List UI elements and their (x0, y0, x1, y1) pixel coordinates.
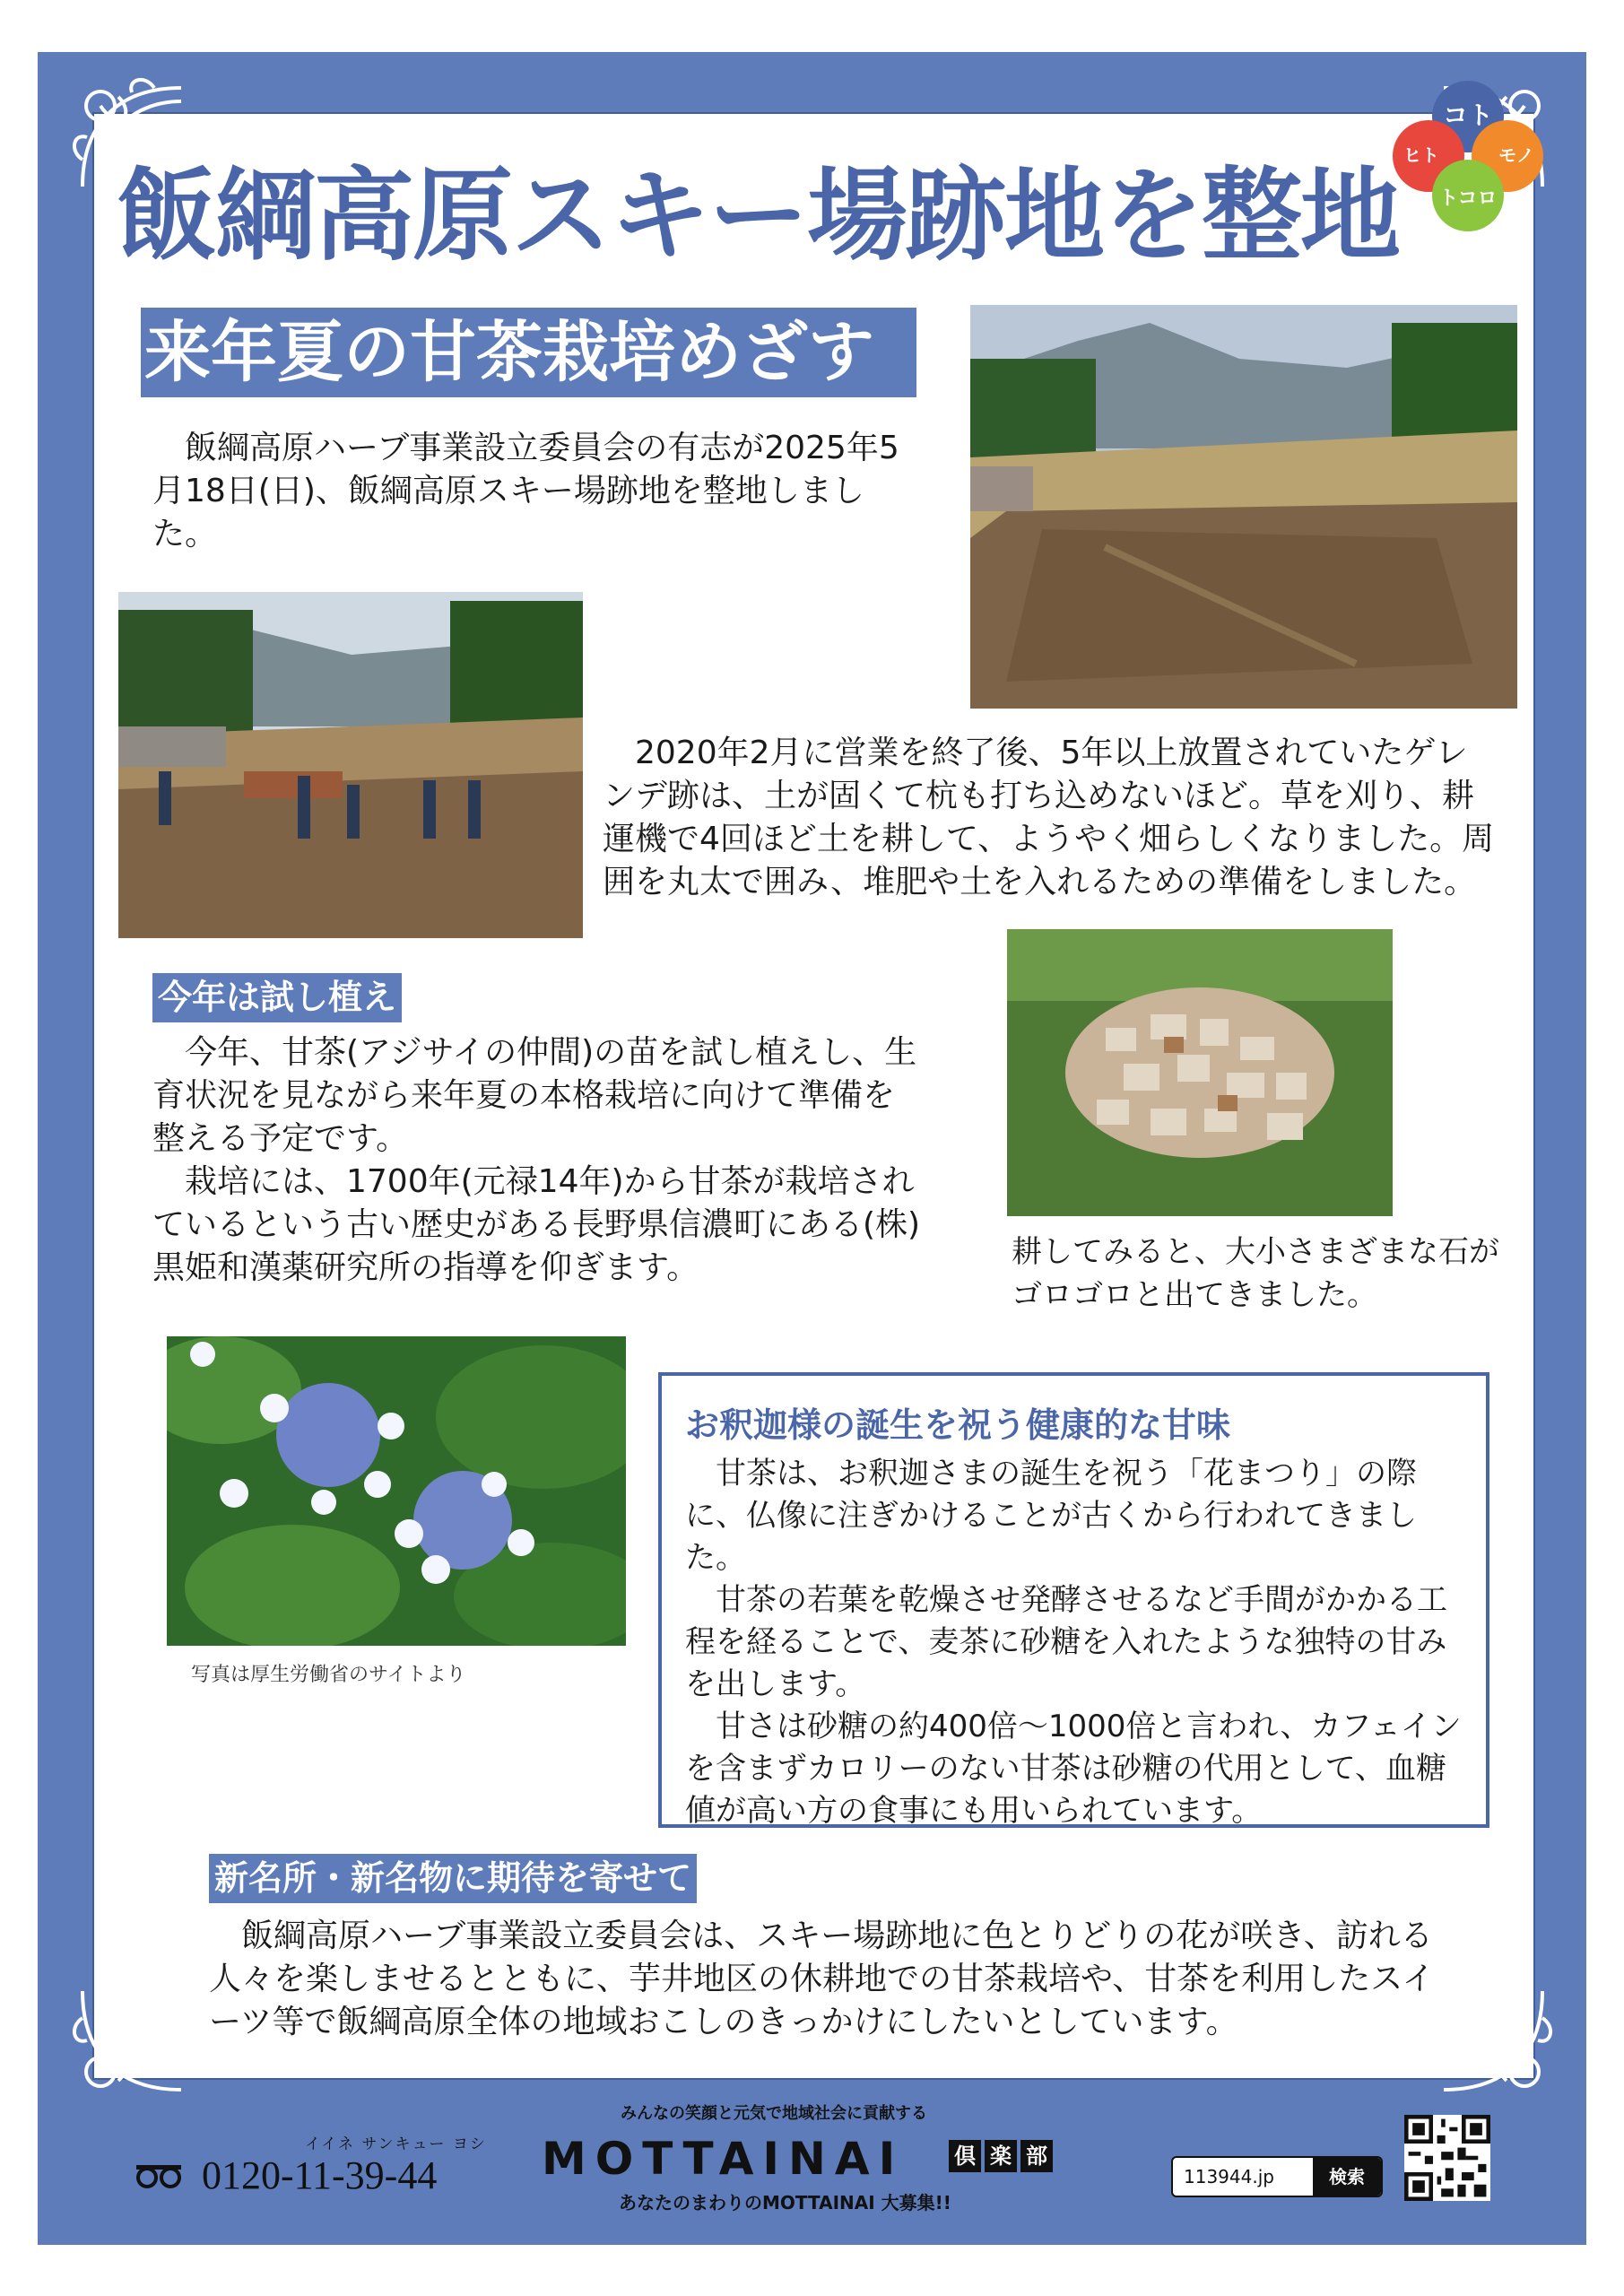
info-box-heading: お釈迦様の誕生を祝う健康的な甘味 (685, 1405, 1231, 1445)
intro-text: 飯綱高原ハーブ事業設立委員会の有志が2025年5月18日(日)、飯綱高原スキー場跡地を整地しました。 (152, 430, 899, 552)
section1-body (152, 1031, 925, 1290)
logo-hito-text: ヒト (1403, 144, 1439, 166)
photo-stones (1007, 929, 1393, 1216)
info-box-p1: 甘茶は、お釈迦さまの誕生を祝う「花まつり」の際に、仏像に注ぎかけることが古くから行われてきました。 (685, 1456, 1417, 1576)
search-box[interactable] (1171, 2156, 1383, 2197)
recruit-text: あなたのまわりのMOTTAINAI 大募集!! (619, 2192, 951, 2213)
logo-tokoro-text: トコロ (1438, 187, 1498, 210)
logo-mono-text: モノ (1498, 144, 1534, 166)
section-heading-trial-planting: 今年は試し植え (152, 973, 402, 1022)
hito-mono-koto-tokoro-logo (1385, 74, 1551, 239)
section1-p2: 栽培には、1700年(元禄14年)から甘茶が栽培されているという古い歴史がある長野県信濃町にある(株)黒姫和漢薬研究所の指導を仰ぎます。 (152, 1163, 921, 1286)
intro-paragraph (152, 427, 906, 556)
amacha-info-box (658, 1372, 1489, 1828)
photo-volunteers (118, 592, 583, 938)
stones-caption: 耕してみると、大小さまざまな石がゴロゴロと出てきました。 (1012, 1234, 1499, 1313)
qr-code-icon[interactable] (1404, 2115, 1490, 2201)
search-button[interactable]: 検索 (1313, 2158, 1381, 2196)
phone-number[interactable]: 0120-11-39-44 (202, 2153, 438, 2197)
photo-field-wide (970, 305, 1517, 709)
photo-amacha-flower (167, 1336, 626, 1646)
club-char-3: 部 (1020, 2140, 1053, 2172)
body-paragraph-1 (603, 732, 1498, 904)
logo-koto-text: コト (1442, 100, 1494, 130)
free-dial-icon (135, 2163, 190, 2190)
subtitle-banner: 来年夏の甘茶栽培めざす (141, 308, 916, 397)
section-heading-new-attractions: 新名所・新名物に期待を寄せて (209, 1854, 697, 1903)
section1-p1: 今年、甘茶(アジサイの仲間)の苗を試し植えし、生育状況を見ながら来年夏の本格栽培に向けて準備を整える予定です。 (152, 1034, 917, 1157)
search-input[interactable]: 113944.jp (1184, 2166, 1274, 2187)
phone-reading: イイネ サンキュー ヨシ (305, 2135, 487, 2153)
club-char-1: 倶 (949, 2140, 981, 2172)
page-title: 飯綱高原スキー場跡地を整地 (117, 158, 1399, 274)
section2-body (209, 1915, 1455, 2044)
info-box-body (685, 1453, 1474, 1832)
club-badge (949, 2140, 1053, 2172)
brand-tagline: みんなの笑顔と元気で地域社会に貢献する (621, 2104, 927, 2123)
mottainai-brand: MOTTAINAI (542, 2133, 905, 2185)
corner-ornament-bottom-left (65, 1973, 199, 2108)
body1-text: 2020年2月に営業を終了後、5年以上放置されていたゲレンデ跡は、土が固くて杭も打ち込めないほど。草を刈り、耕運機で4回ほど土を耕して、ようやく畑らしくなりました。周囲を丸太で囲み、堆肥や土を入れるための準備をしました。 (603, 735, 1495, 900)
info-box-p2: 甘茶の若葉を乾燥させ発酵させるなど手間がかかる工程を経ることで、麦茶に砂糖を入れたような独特の甘みを出します。 (685, 1582, 1447, 1702)
photo-credit: 写真は厚生労働省のサイトより (191, 1664, 466, 1686)
info-box-p3: 甘さは砂糖の約400倍～1000倍と言われ、カフェインを含まずカロリーのない甘茶は砂糖の代用として、血糖値が高い方の食事にも用いられています。 (685, 1709, 1462, 1829)
club-char-2: 楽 (985, 2140, 1017, 2172)
section2-p1: 飯綱高原ハーブ事業設立委員会は、スキー場跡地に色とりどりの花が咲き、訪れる人々を楽しませるとともに、芋井地区の休耕地での甘茶栽培や、甘茶を利用したスイーツ等で飯綱高原全体の地域おこしのきっかけにしたいとしています。 (209, 1918, 1435, 2040)
